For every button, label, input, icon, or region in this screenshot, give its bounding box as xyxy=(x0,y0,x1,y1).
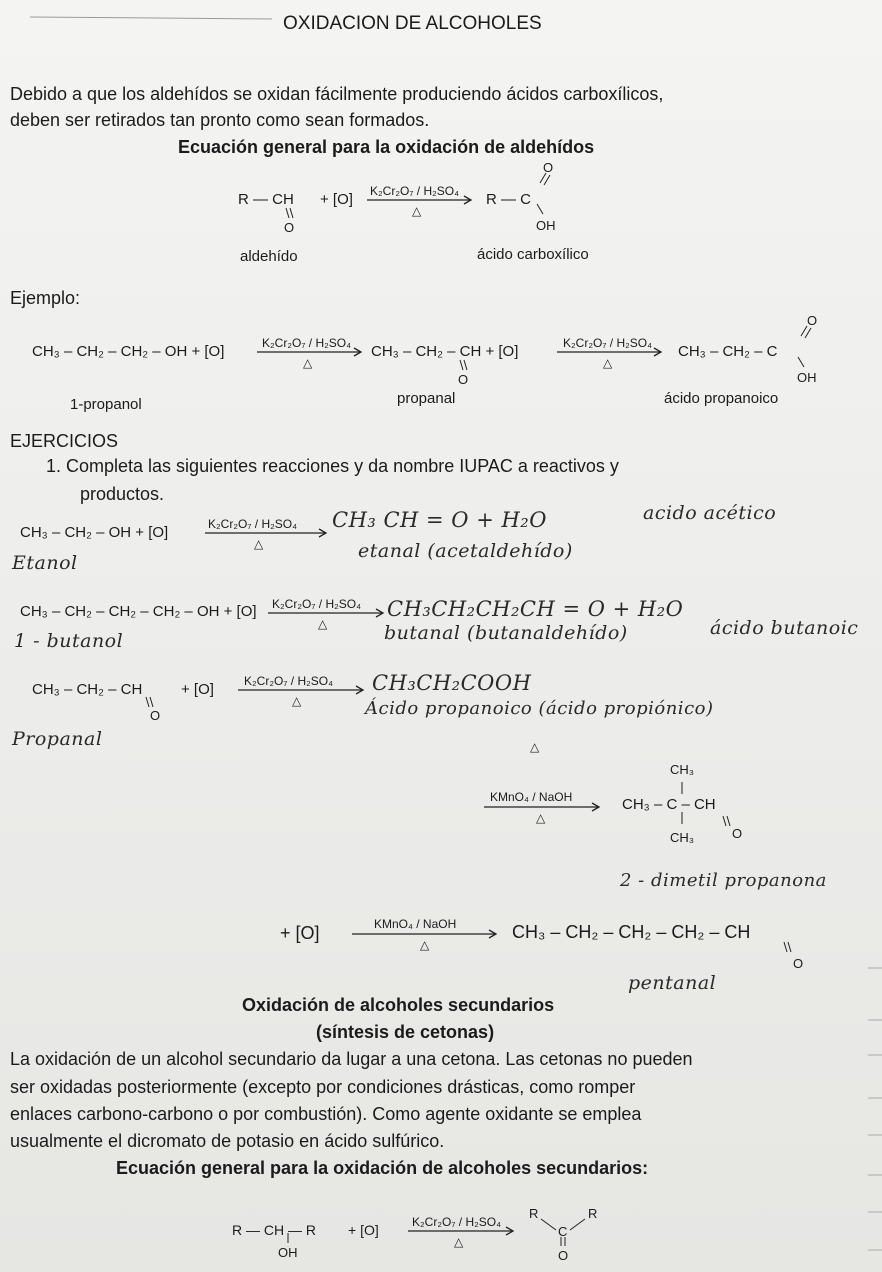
ex4-cond-bottom: △ xyxy=(536,811,546,825)
general-cond-top: K₂Cr₂O₇ / H₂SO₄ xyxy=(370,184,460,198)
ex5-cond-bottom: △ xyxy=(420,938,430,952)
ex3-answer: CH₃CH₂COOH xyxy=(372,671,532,695)
ex5-plus-o: + [O] xyxy=(280,923,320,943)
general-product-oh: OH xyxy=(536,218,556,233)
ex5-name-product: pentanal xyxy=(628,972,717,994)
ex3-cond-top: K₂Cr₂O₇ / H₂SO₄ xyxy=(244,674,334,688)
secondary-reactant: R — CH — R xyxy=(232,1222,316,1238)
ex3-name-product: Ácido propanoico (ácido propiónico) xyxy=(365,698,714,719)
ex1-name-product: etanal (acetaldehído) xyxy=(358,540,573,562)
label-carboxylic-acid: ácido carboxílico xyxy=(477,246,589,263)
general-product: R — C xyxy=(486,191,531,208)
example-product-oh: OH xyxy=(797,370,817,385)
ex2-reactant: CH₃ – CH₂ – CH₂ – CH₂ – OH + [O] xyxy=(20,603,257,620)
secondary-heading-1: Oxidación de alcoholes secundarios xyxy=(242,995,555,1015)
label-aldehyde: aldehído xyxy=(240,248,298,265)
general-cond-bottom: △ xyxy=(412,204,422,218)
secondary-plus-o: + [O] xyxy=(348,1222,379,1238)
ex2-name-product: butanal (butanaldehído) xyxy=(384,622,628,644)
ex1-cond-bottom: △ xyxy=(254,537,264,551)
ex2-cond-top: K₂Cr₂O₇ / H₂SO₄ xyxy=(272,597,362,611)
ex1-name-reactant: Etanol xyxy=(12,552,78,574)
example-product-o: O xyxy=(807,313,818,328)
general-eq-heading: Ecuación general para la oxidación de aldehídos xyxy=(178,137,595,157)
exercise-instruction-1: 1. Completa las siguientes reacciones y da nombre IUPAC a reactivos y xyxy=(46,456,619,476)
ex5-cond-top: KMnO₄ / NaOH xyxy=(374,917,457,931)
ex2-cond-bottom: △ xyxy=(318,617,328,631)
ex5-product-o: O xyxy=(793,956,804,971)
secondary-para-4: usualmente el dicromato de potasio en ácido sulfúrico. xyxy=(10,1131,445,1151)
example-label: Ejemplo: xyxy=(10,288,81,308)
ex4-cond-top: KMnO₄ / NaOH xyxy=(490,790,573,804)
secondary-product-c: C xyxy=(558,1224,568,1239)
secondary-para-3: enlaces carbono-carbono o por combustión). Como agente oxidante se emplea xyxy=(10,1104,642,1124)
intro-line-1: Debido a que los aldehídos se oxidan fácilmente produciendo ácidos carboxílicos, xyxy=(10,84,664,104)
ex2-answer-note: ácido butanoic xyxy=(710,617,859,639)
secondary-para-1: La oxidación de un alcohol secundario da lugar a una cetona. Las cetonas no pueden xyxy=(10,1049,693,1069)
general-reactant: R — CH xyxy=(238,191,294,208)
ex3-cond-bottom: △ xyxy=(292,694,302,708)
example-product: CH₃ – CH₂ – C xyxy=(678,343,778,360)
example-cond2-bottom: △ xyxy=(603,356,613,370)
ex4-name-product: 2 - dimetil propanona xyxy=(620,870,827,891)
ex2-answer: CH₃CH₂CH₂CH = O + H₂O xyxy=(387,597,684,621)
intro-line-2: deben ser retirados tan pronto como sean formados. xyxy=(10,110,430,130)
secondary-product-r1: R xyxy=(529,1206,539,1221)
example-middle-o: O xyxy=(458,372,469,387)
ex3-reactant: CH₃ – CH₂ – CH xyxy=(32,681,143,698)
ex4-product-top: CH₃ xyxy=(670,762,695,777)
secondary-product-o: O xyxy=(558,1248,569,1263)
exercises-heading: EJERCICIOS xyxy=(10,431,119,451)
secondary-product-r2: R xyxy=(588,1206,598,1221)
ex1-answer-note: acido acético xyxy=(643,502,777,524)
example-cond2-top: K₂Cr₂O₇ / H₂SO₄ xyxy=(563,336,653,350)
ex1-answer: CH₃ CH = O + H₂O xyxy=(332,508,547,532)
secondary-heading-2: (síntesis de cetonas) xyxy=(316,1022,495,1042)
secondary-cond-top: K₂Cr₂O₇ / H₂SO₄ xyxy=(412,1215,502,1229)
ex3-plus-o: + [O] xyxy=(181,681,214,698)
ex4-product-main: CH₃ – C – CH xyxy=(622,796,716,813)
example-name-product: ácido propanoico xyxy=(664,390,779,407)
ex2-name-reactant: 1 - butanol xyxy=(14,630,124,652)
ex4-product-o: O xyxy=(732,826,743,841)
secondary-cond-bottom: △ xyxy=(454,1235,464,1249)
ex4-product-bottom: CH₃ xyxy=(670,830,695,845)
example-reactant: CH₃ – CH₂ – CH₂ – OH + [O] xyxy=(32,343,225,360)
secondary-para-2: ser oxidadas posteriormente (excepto por condiciones drásticas, como romper xyxy=(10,1077,636,1097)
general-product-o: O xyxy=(543,160,554,175)
ex1-cond-top: K₂Cr₂O₇ / H₂SO₄ xyxy=(208,517,298,531)
ex4-delta-top: △ xyxy=(530,740,540,754)
ex3-reactant-o: O xyxy=(150,708,161,723)
secondary-reactant-oh: OH xyxy=(278,1245,298,1260)
example-cond1-top: K₂Cr₂O₇ / H₂SO₄ xyxy=(262,336,352,350)
top-rule xyxy=(30,17,272,19)
example-name-middle: propanal xyxy=(397,390,456,407)
ex1-reactant: CH₃ – CH₂ – OH + [O] xyxy=(20,524,169,541)
example-cond1-bottom: △ xyxy=(303,356,313,370)
example-name-reactant: 1-propanol xyxy=(70,396,142,413)
ex5-product: CH₃ – CH₂ – CH₂ – CH₂ – CH xyxy=(512,922,751,942)
secondary-eq-heading: Ecuación general para la oxidación de alcoholes secundarios: xyxy=(116,1158,649,1178)
exercise-instruction-2: productos. xyxy=(80,484,165,504)
ex3-name-reactant: Propanal xyxy=(12,728,103,750)
page-title: OXIDACION DE ALCOHOLES xyxy=(283,13,542,34)
general-plus-o: + [O] xyxy=(320,191,353,208)
example-middle: CH₃ – CH₂ – CH + [O] xyxy=(371,343,519,360)
general-reactant-o: O xyxy=(284,220,295,235)
